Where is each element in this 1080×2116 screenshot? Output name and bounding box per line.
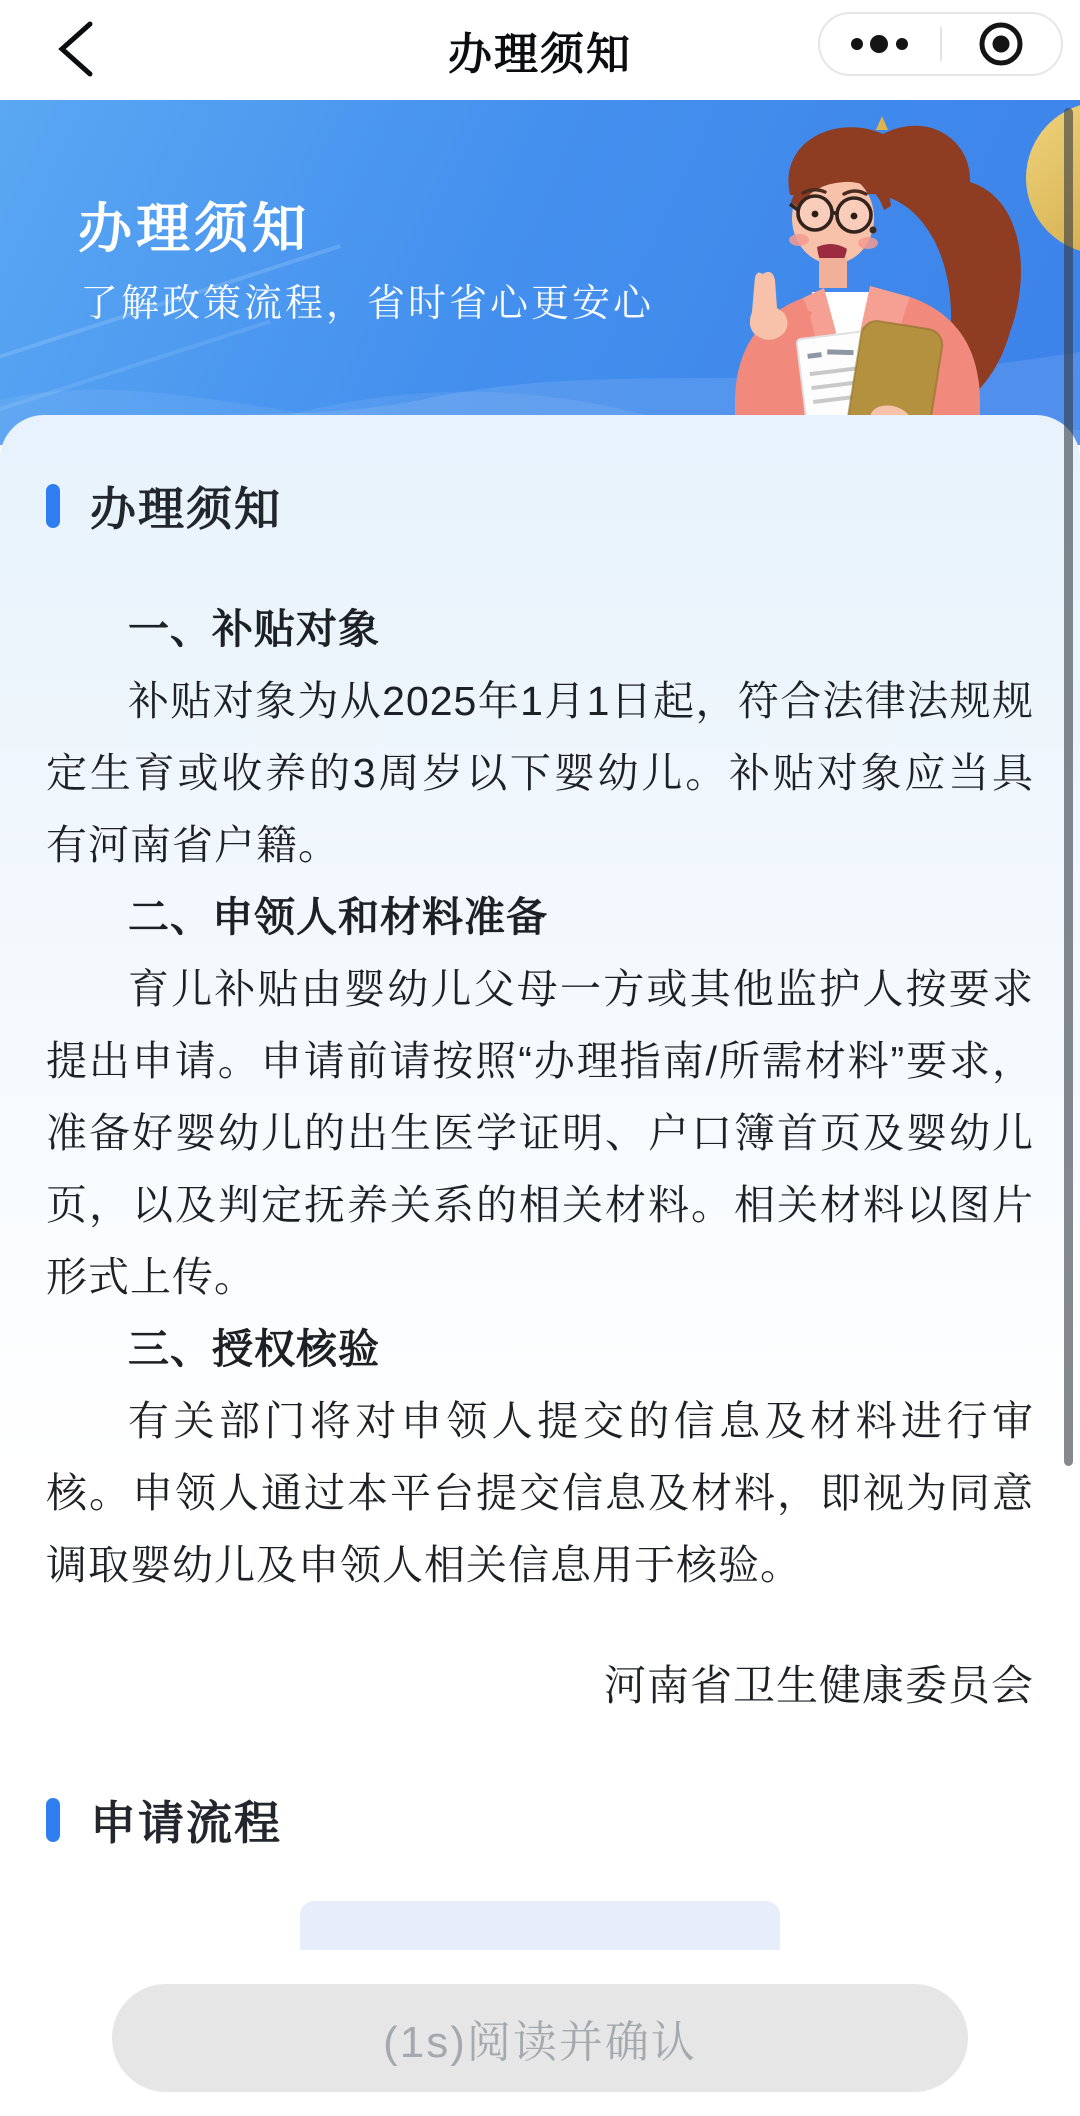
scrollbar-thumb[interactable] xyxy=(1064,108,1073,1466)
banner-illustration xyxy=(640,100,1080,445)
confirm-read-button[interactable]: (1s)阅读并确认 xyxy=(112,1984,968,2092)
notice-heading-3: 三、授权核验 xyxy=(128,1326,380,1372)
section-header-notice xyxy=(46,473,1034,539)
footer-bar xyxy=(0,1950,1080,2116)
section-marker-bar xyxy=(46,484,60,528)
banner xyxy=(0,100,1080,445)
record-circle-icon xyxy=(978,21,1024,67)
issuer-signature: 河南省卫生健康委员会 xyxy=(603,1662,1034,1709)
notice-section-title: 办理须知 xyxy=(90,483,282,535)
wechat-capsule xyxy=(818,12,1063,76)
notice-paragraph-2: 育儿补贴由婴幼儿父母一方或其他监护人按要求提出申请。申请前请按照“办理指南/所需材料”要求，准备好婴幼儿的出生医学证明、户口簿首页及婴幼儿页，以及判定抚养关系的相关材料。相关材料以图片形式上传。 xyxy=(46,966,1034,1300)
more-button[interactable] xyxy=(820,14,940,74)
page-title: 办理须知 xyxy=(448,30,632,79)
notice-paragraph-3: 有关部门将对申领人提交的信息及材料进行审核。申领人通过本平台提交信息及材料，即视为同意调取婴幼儿及申领人相关信息用于核验。 xyxy=(46,1398,1034,1588)
notice-heading-2: 二、申领人和材料准备 xyxy=(128,894,548,940)
notice-heading-1: 一、补贴对象 xyxy=(128,606,380,652)
three-dots-icon xyxy=(849,32,911,56)
banner-title: 办理须知 xyxy=(78,199,310,259)
close-minimize-button[interactable] xyxy=(942,14,1062,74)
banner-subtitle: 了解政策流程，省时省心更安心 xyxy=(80,283,655,325)
notice-card xyxy=(0,415,1080,2116)
process-section-title: 申请流程 xyxy=(90,1797,282,1849)
notice-paragraph-1: 补贴对象为从2025年1月1日起，符合法律法规规定生育或收养的3周岁以下婴幼儿。补贴对象应当具有河南省户籍。 xyxy=(46,678,1034,868)
nav-bar xyxy=(0,0,1080,100)
notice-text-block xyxy=(46,593,1034,1601)
section-marker-bar xyxy=(46,1798,60,1842)
section-header-process xyxy=(46,1787,1034,1853)
